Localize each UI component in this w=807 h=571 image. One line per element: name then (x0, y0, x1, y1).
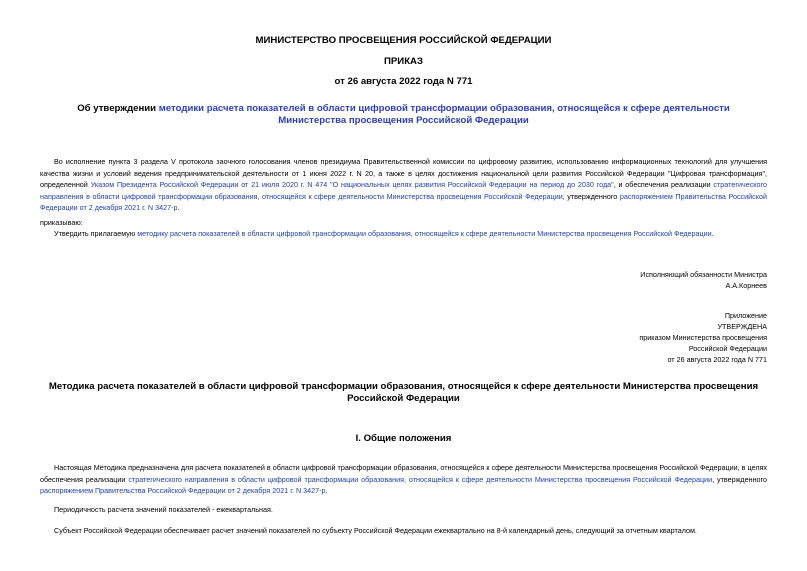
order-title (58, 103, 749, 127)
signatory-name: А.А.Корнеев (725, 281, 767, 290)
strategic-direction-link[interactable]: стратегического направления в области цифровой трансформации образования, относящейся к сфере деятельности Министерства просвещения Российской Федерации (40, 180, 767, 201)
order-paragraph (54, 228, 767, 240)
section-p1-text-3: . (325, 486, 328, 495)
methodology-title: Методика расчета показателей в области цифровой трансформации образования, относящейся к сфере деятельности Министерства просвещения Российской Федерации (48, 381, 759, 404)
section-heading: I. Общие положения (355, 433, 452, 444)
signatory-position: Исполняющий обязанности Министра (640, 270, 767, 279)
preamble-text-4: . (177, 203, 180, 212)
preamble-text-2: , и обеспечения реализации (613, 180, 714, 189)
order-text-2: . (711, 229, 714, 238)
order-text-1: Утвердить прилагаемую (54, 229, 138, 238)
order-date-number: от 26 августа 2022 года N 771 (334, 76, 473, 87)
presidential-decree-link[interactable]: Указом Президента Российской Федерации от 21 июля 2020 г. N 474 "О национальных целях развития Российской Федерации на период до 2030 года" (90, 180, 614, 189)
appendix-date-line: от 26 августа 2022 года N 771 (667, 355, 767, 364)
section-government-order-link[interactable]: распоряжением Правительства Российской Федерации от 2 декабря 2021 г. N 3427-р (40, 486, 326, 495)
methodology-link[interactable]: методику расчета показателей в области цифровой трансформации образования, относящейся к сфере деятельности Министерства просвещения Российской Федерации (137, 229, 712, 238)
section-strategic-direction-link[interactable]: стратегического направления в области цифровой трансформации образования, относящейся к сфере деятельности Министерства просвещения Российской Федерации (128, 474, 713, 484)
government-order-link[interactable]: распоряжением Правительства Российской Федерации от 2 декабря 2021 г. N 3427-р (40, 191, 767, 212)
doc-type-heading: ПРИКАЗ (384, 56, 423, 67)
section-paragraph-1 (40, 462, 767, 497)
appendix-federation-line: Российской Федерации (688, 344, 767, 353)
ministry-heading: МИНИСТЕРСТВО ПРОСВЕЩЕНИЯ РОССИЙСКОЙ ФЕДЕРАЦИИ (255, 35, 552, 46)
appendix-order-line: приказом Министерства просвещения (639, 333, 767, 342)
section-p1-text-2: , утвержденного (712, 474, 767, 484)
order-title-prefix: Об утверждении (77, 103, 159, 114)
preamble-text-3: , утвержденного (562, 191, 620, 201)
section-paragraph-2: Периодичность расчета значений показателей - ежеквартальная. (54, 505, 273, 514)
preamble-paragraph (40, 156, 767, 214)
preamble-text-1: Во исполнение пункта 3 раздела V протокола заочного голосования членов президиума Правительственной комиссии по цифровому развитию, использованию информационных технологий для улучшения качества жизни и условий ведения предпринимательской деятельности от 1 июня 2022 г. N 20, а также в целях достижения национальной цели развития Российской Федерации "Цифровая трансформация", определенной (40, 157, 767, 189)
order-word: приказываю: (40, 218, 83, 227)
section-p1-text-1: Настоящая Методика предназначена для расчета показателей в области цифровой трансформации образования, относящейся к сфере деятельности Министерства просвещения Российской Федерации, в целях обеспечения реализации (40, 463, 767, 484)
order-title-link[interactable]: методики расчета показателей в области цифровой трансформации образования, относящейся к сфере деятельности Министерства просвещения Российской Федерации (158, 103, 730, 126)
section-paragraph-3: Субъект Российской Федерации обеспечивает расчет значений показателей по субъекту Российской Федерации ежеквартально на 8-й календарный день, следующий за отчетным кварталом. (54, 526, 697, 535)
appendix-approved: УТВЕРЖДЕНА (717, 322, 767, 331)
appendix-label: Приложение (724, 311, 767, 320)
